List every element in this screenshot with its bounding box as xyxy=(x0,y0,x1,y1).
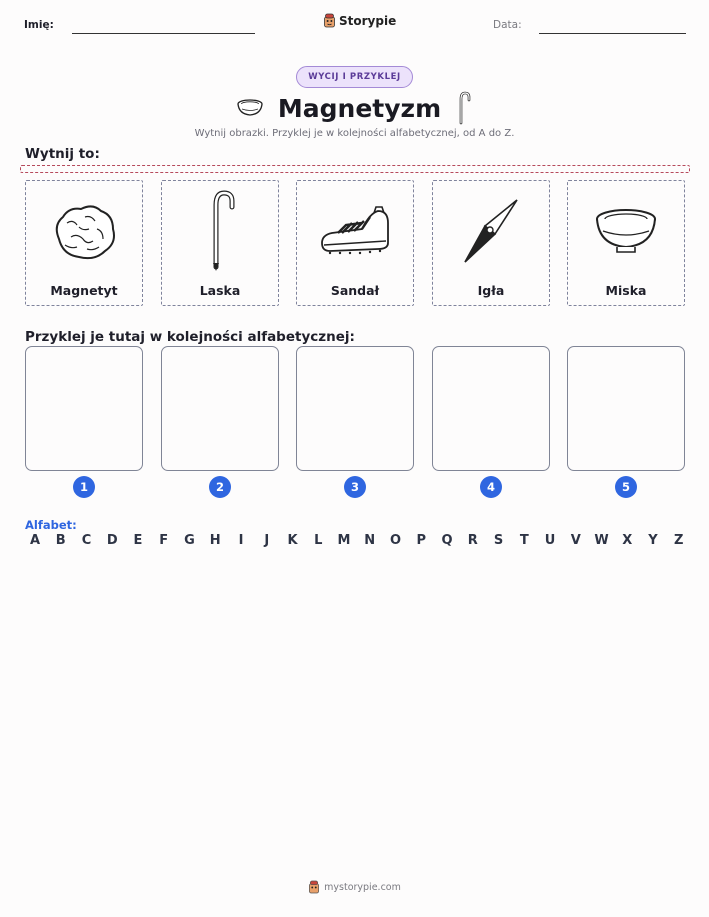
cut-card-igla[interactable] xyxy=(432,180,550,306)
alphabet-letter: G xyxy=(184,533,195,548)
cane-icon xyxy=(202,189,238,273)
name-line[interactable] xyxy=(72,33,255,34)
bowl-icon xyxy=(593,205,659,257)
footer xyxy=(0,880,709,894)
alphabet-letter: C xyxy=(81,533,92,548)
alphabet-letter: P xyxy=(416,533,427,548)
alphabet-letter: N xyxy=(364,533,376,548)
slot-number-badge: 5 xyxy=(615,476,637,498)
paste-section-title: Przyklej je tutaj w kolejności alfabetycznej: xyxy=(25,329,355,345)
slot-number-badge: 4 xyxy=(480,476,502,498)
compass-needle-icon xyxy=(459,196,523,266)
alphabet-letter: O xyxy=(389,533,402,548)
paste-slot-4[interactable] xyxy=(432,346,550,471)
brand-name: Storypie xyxy=(339,13,397,28)
alphabet-letter: R xyxy=(467,533,478,548)
name-label: Imię: xyxy=(24,19,54,31)
alphabet-letter: W xyxy=(594,533,609,548)
alphabet-letter: K xyxy=(287,533,298,548)
cut-card-laska[interactable] xyxy=(161,180,279,306)
title-row xyxy=(0,90,709,126)
alphabet-letter: E xyxy=(133,533,143,548)
paste-slot-2[interactable] xyxy=(161,346,279,471)
page-title: Magnetyzm xyxy=(277,93,442,123)
alphabet-letter: F xyxy=(159,533,169,548)
bowl-icon xyxy=(236,97,264,119)
alphabet-letter: Z xyxy=(674,533,684,548)
alphabet-letter: L xyxy=(314,533,323,548)
slot-number-badge: 2 xyxy=(209,476,231,498)
slot-number-badge: 3 xyxy=(344,476,366,498)
alphabet-letter: U xyxy=(544,533,556,548)
alphabet-letter: H xyxy=(209,533,221,548)
cut-card-sandal[interactable] xyxy=(296,180,414,306)
cut-card-label: Magnetyt xyxy=(50,283,118,298)
storypie-mascot-icon xyxy=(308,880,320,894)
alphabet-letter: V xyxy=(570,533,581,548)
date-line[interactable] xyxy=(539,33,686,34)
alphabet-letter: Q xyxy=(441,533,453,548)
date-label: Data: xyxy=(493,19,522,31)
alphabet-letter: A xyxy=(29,533,41,548)
alphabet-letter: T xyxy=(519,533,529,548)
alphabet-letter: B xyxy=(55,533,66,548)
cut-card-label: Laska xyxy=(199,283,241,298)
alphabet-letter: X xyxy=(622,533,633,548)
paste-slot-5[interactable] xyxy=(567,346,685,471)
slot-number-badge: 1 xyxy=(73,476,95,498)
paste-slot-1[interactable] xyxy=(25,346,143,471)
alphabet-letter: M xyxy=(337,533,351,548)
alphabet-letter: J xyxy=(264,533,270,548)
alphabet-letter: Y xyxy=(648,533,658,548)
cut-card-label: Igła xyxy=(477,283,505,298)
alphabet-row xyxy=(27,533,687,551)
footer-url[interactable]: mystorypie.com xyxy=(324,881,401,893)
cane-icon xyxy=(455,91,473,125)
storypie-mascot-icon xyxy=(323,13,336,28)
cut-card-label: Sandał xyxy=(330,283,380,298)
cut-section-title: Wytnij to: xyxy=(25,146,100,162)
cut-line xyxy=(20,165,690,173)
instructions: Wytnij obrazki. Przyklej je w kolejności alfabetycznej, od A do Z. xyxy=(194,128,515,139)
cut-card-magnetyt[interactable] xyxy=(25,180,143,306)
brand-logo xyxy=(323,13,396,28)
alphabet-letter: I xyxy=(238,533,244,548)
paste-slot-3[interactable] xyxy=(296,346,414,471)
alphabet-title: Alfabet: xyxy=(25,518,77,532)
activity-badge: WYCIJ I PRZYKLEJ xyxy=(296,66,413,88)
sandal-icon xyxy=(318,203,392,259)
alphabet-letter: D xyxy=(106,533,118,548)
cut-card-miska[interactable] xyxy=(567,180,685,306)
magnetite-rock-icon xyxy=(49,199,119,263)
alphabet-letter: S xyxy=(493,533,504,548)
cut-card-label: Miska xyxy=(605,283,647,298)
